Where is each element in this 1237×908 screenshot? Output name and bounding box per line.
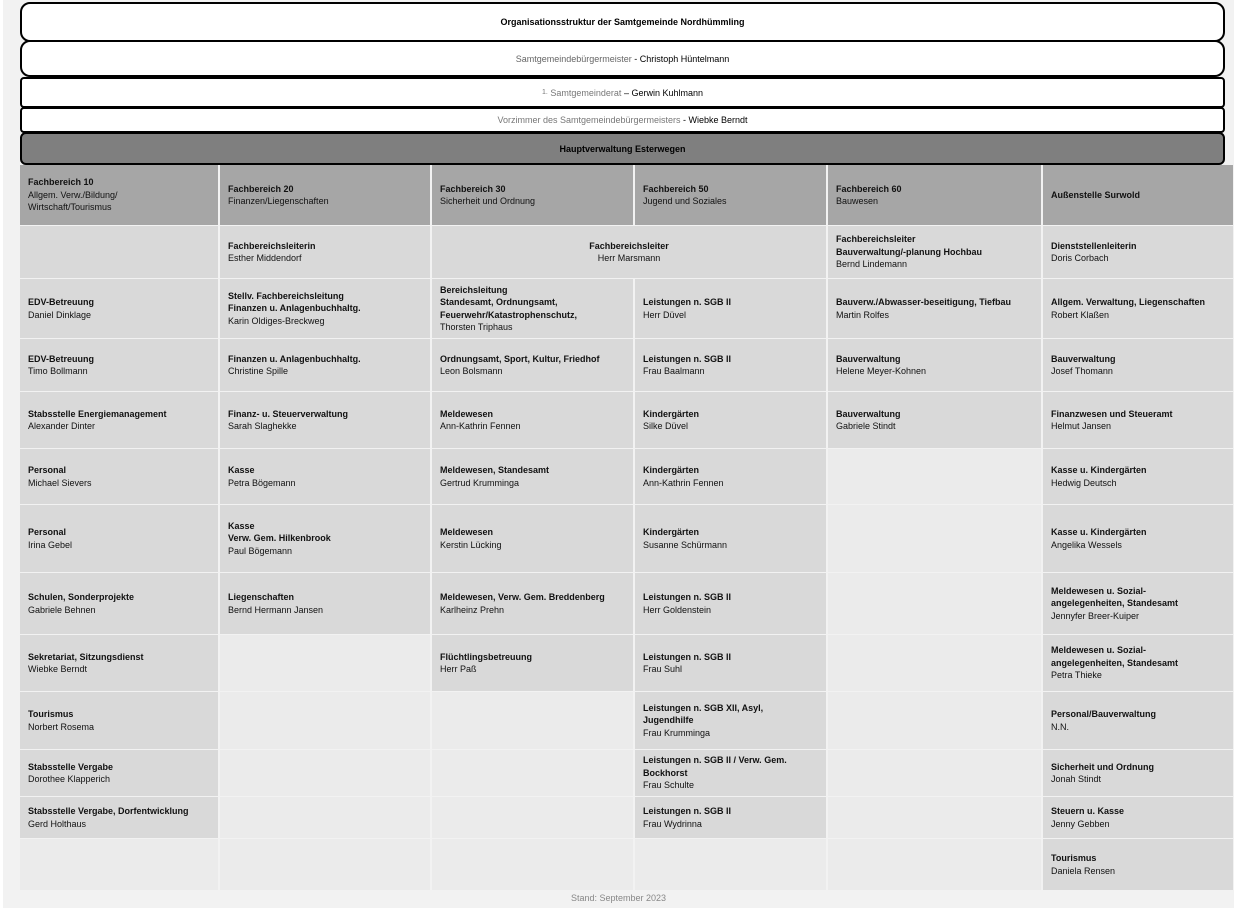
unit-title: Finanzen u. Anlagenbuchhaltg. — [228, 303, 361, 314]
org-unit-cell — [20, 692, 218, 749]
org-unit-cell — [20, 635, 218, 691]
org-unit-cell — [220, 505, 430, 572]
empty-cell — [828, 750, 1041, 796]
unit-person: N.N. — [1051, 721, 1069, 732]
mayor-box — [20, 40, 1225, 77]
unit-title: Fachbereich 60 — [836, 183, 902, 194]
unit-title: Bauverwaltung — [836, 408, 901, 419]
unit-person: Jennyfer Breer-Kuiper — [1051, 610, 1140, 621]
unit-title: Kasse u. Kindergärten — [1051, 527, 1147, 537]
org-unit-cell — [635, 449, 826, 504]
department-header — [1043, 165, 1233, 225]
unit-person: Gabriele Stindt — [836, 421, 896, 431]
org-unit-cell — [20, 573, 218, 634]
unit-person: Martin Rolfes — [836, 309, 890, 320]
unit-title: Sekretariat, Sitzungsdienst — [28, 651, 144, 662]
unit-title: Bauverw./Abwasser-beseitigung, Tiefbau — [836, 297, 1012, 307]
unit-person: Robert Klaßen — [1051, 309, 1110, 320]
unit-person: Jugend und Soziales — [643, 196, 727, 206]
org-unit-cell — [1043, 692, 1233, 749]
unit-person: Irina Gebel — [28, 539, 73, 550]
empty-cell — [828, 635, 1041, 691]
org-unit-cell — [432, 635, 633, 691]
org-unit-cell — [828, 339, 1041, 391]
unit-title: Bauverwaltung — [836, 353, 901, 364]
unit-title: Bockhorst — [643, 767, 688, 778]
unit-person: Jonah Stindt — [1051, 774, 1102, 784]
unit-person: Sicherheit und Ordnung — [440, 196, 536, 206]
unit-person: Herr Düvel — [643, 309, 687, 320]
unit-title: Standesamt, Ordnungsamt, — [440, 297, 558, 307]
unit-person: Helene Meyer-Kohnen — [836, 366, 927, 376]
unit-title: Bereichsleitung — [440, 284, 508, 295]
org-unit-cell — [1043, 839, 1233, 890]
unit-title: Flüchtlingsbetreuung — [440, 651, 532, 662]
unit-title: Leistungen n. SGB II — [643, 592, 732, 602]
unit-person: Sarah Slaghekke — [228, 421, 297, 431]
unit-title: Stellv. Fachbereichsleitung — [228, 290, 344, 301]
department-leader — [220, 226, 430, 278]
unit-title: Personal — [28, 465, 67, 475]
office-label: Vorzimmer des Samtgemeindebürgermeisters — [497, 115, 681, 125]
department-leader — [432, 226, 826, 278]
council-label: Samtgemeinderat — [550, 87, 622, 98]
org-unit-cell — [635, 750, 826, 796]
department-header — [220, 165, 430, 225]
main-administration-label: Hauptverwaltung Esterwegen — [559, 143, 686, 154]
unit-person: Frau Krumminga — [643, 727, 711, 738]
mayor-label: Samtgemeindebürgermeister — [515, 53, 632, 64]
department-leader — [828, 226, 1041, 278]
unit-title: Finanz- u. Steuerverwaltung — [228, 408, 349, 419]
unit-person: Esther Middendorf — [228, 253, 302, 263]
unit-person: Gabriele Behnen — [28, 604, 96, 615]
chart-title-box — [20, 2, 1225, 42]
unit-title: Bauverwaltung — [1051, 353, 1116, 364]
empty-cell — [220, 797, 430, 838]
main-administration-box — [20, 132, 1225, 165]
org-unit-cell — [635, 635, 826, 691]
org-unit-cell — [20, 392, 218, 448]
unit-title: Stabsstelle Energiemanagement — [28, 408, 167, 419]
unit-title: Kindergärten — [643, 408, 700, 419]
unit-title: Leistungen n. SGB II — [643, 806, 732, 816]
unit-person: Petra Thieke — [1051, 670, 1102, 681]
department-header — [432, 165, 633, 225]
unit-title: Fachbereichsleiterin — [228, 240, 316, 251]
org-unit-cell — [20, 339, 218, 391]
org-unit-cell — [432, 392, 633, 448]
department-grid — [20, 165, 1233, 890]
unit-title: Personal — [28, 527, 67, 537]
unit-title: Meldewesen u. Sozial- — [1051, 645, 1147, 656]
unit-person: Norbert Rosema — [28, 721, 95, 732]
council-name: – Gerwin Kuhlmann — [623, 87, 703, 98]
org-unit-cell — [432, 573, 633, 634]
department-leader — [1043, 226, 1233, 278]
unit-title: angelegenheiten, Standesamt — [1051, 657, 1179, 668]
unit-title: Ordnungsamt, Sport, Kultur, Friedhof — [440, 353, 600, 364]
empty-cell — [432, 839, 633, 890]
empty-cell — [828, 449, 1041, 504]
unit-title: Finanzen u. Anlagenbuchhaltg. — [228, 353, 361, 364]
empty-cell — [828, 573, 1041, 634]
unit-title: EDV-Betreuung — [28, 297, 95, 307]
org-unit-cell — [432, 279, 633, 338]
unit-title: Stabsstelle Vergabe, Dorfentwicklung — [28, 806, 189, 816]
unit-person: Karlheinz Prehn — [440, 604, 505, 615]
unit-title: Meldewesen u. Sozial- — [1051, 585, 1147, 596]
unit-person: Allgem. Verw./Bildung/ — [28, 189, 118, 200]
org-unit-cell — [1043, 750, 1233, 796]
unit-person: Ann-Kathrin Fennen — [643, 477, 724, 488]
unit-title: Stabsstelle Vergabe — [28, 761, 114, 772]
org-unit-cell — [1043, 573, 1233, 634]
unit-title: Tourismus — [1051, 853, 1097, 863]
unit-title: Liegenschaften — [228, 592, 295, 602]
unit-person: Doris Corbach — [1051, 253, 1109, 263]
unit-person: Christine Spille — [228, 366, 289, 376]
department-header — [20, 165, 218, 225]
unit-person: Frau Baalmann — [643, 366, 705, 376]
unit-person: Thorsten Triphaus — [440, 322, 513, 332]
unit-person: Daniela Rensen — [1051, 865, 1116, 876]
org-unit-cell — [220, 279, 430, 338]
unit-person: Timo Bollmann — [28, 366, 88, 376]
org-unit-cell — [635, 339, 826, 391]
mayor-name: - Christoph Hüntelmann — [634, 53, 730, 64]
org-unit-cell — [220, 339, 430, 391]
org-unit-cell — [1043, 797, 1233, 838]
empty-cell — [220, 635, 430, 691]
org-unit-cell — [635, 573, 826, 634]
unit-title: angelegenheiten, Standesamt — [1051, 598, 1179, 609]
empty-cell — [828, 692, 1041, 749]
org-unit-cell — [20, 797, 218, 838]
unit-person: Ann-Kathrin Fennen — [440, 421, 521, 431]
unit-person: Gerd Holthaus — [28, 818, 87, 829]
unit-title: Tourismus — [28, 709, 74, 719]
org-unit-cell — [20, 750, 218, 796]
unit-title: Fachbereichsleiter — [836, 234, 916, 245]
unit-title: Leistungen n. SGB II — [643, 651, 732, 662]
unit-person: Angelika Wessels — [1051, 539, 1122, 550]
unit-person: Frau Wydrinna — [643, 818, 702, 829]
unit-title: EDV-Betreuung — [28, 353, 95, 364]
unit-person: Dorothee Klapperich — [28, 774, 111, 784]
unit-title: Sicherheit und Ordnung — [1051, 761, 1154, 772]
org-unit-cell — [20, 449, 218, 504]
org-unit-cell — [828, 279, 1041, 338]
unit-title: Meldewesen — [440, 527, 494, 537]
unit-person: Silke Düvel — [643, 421, 689, 431]
unit-person: Gertrud Krumminga — [440, 477, 520, 488]
unit-person: Alexander Dinter — [28, 421, 96, 431]
unit-person: Herr Paß — [440, 664, 477, 674]
org-unit-cell — [828, 392, 1041, 448]
org-unit-cell — [432, 505, 633, 572]
unit-title: Kasse — [228, 465, 255, 475]
org-unit-cell — [220, 392, 430, 448]
unit-title: Bauverwaltung/-planung Hochbau — [836, 246, 983, 257]
unit-person: Paul Bögemann — [228, 545, 293, 556]
org-unit-cell — [432, 449, 633, 504]
org-unit-cell — [1043, 635, 1233, 691]
empty-cell — [20, 839, 218, 890]
org-unit-cell — [1043, 505, 1233, 572]
department-header — [635, 165, 826, 225]
unit-title: Kindergärten — [643, 465, 700, 475]
org-unit-cell — [20, 279, 218, 338]
unit-title: Fachbereich 20 — [228, 183, 294, 194]
unit-title: Feuerwehr/Katastrophenschutz, — [440, 309, 578, 320]
unit-title: Personal/Bauverwaltung — [1051, 709, 1157, 719]
empty-cell — [432, 692, 633, 749]
unit-person: Bernd Hermann Jansen — [228, 604, 324, 615]
unit-title: Meldewesen, Verw. Gem. Breddenberg — [440, 592, 605, 602]
org-unit-cell — [1043, 392, 1233, 448]
org-unit-cell — [1043, 449, 1233, 504]
unit-person: Josef Thomann — [1051, 366, 1113, 376]
department-header — [828, 165, 1041, 225]
office-name: - Wiebke Berndt — [683, 115, 748, 125]
unit-person: Helmut Jansen — [1051, 421, 1112, 431]
org-unit-cell — [635, 392, 826, 448]
empty-cell — [432, 797, 633, 838]
unit-title: Verw. Gem. Hilkenbrook — [228, 533, 331, 544]
org-unit-cell — [432, 339, 633, 391]
unit-person: Herr Marsmann — [597, 253, 661, 263]
unit-title: Außenstelle Surwold — [1051, 189, 1141, 200]
empty-cell — [828, 505, 1041, 572]
unit-person: Bernd Lindemann — [836, 259, 908, 270]
unit-title: Fachbereich 10 — [28, 177, 94, 188]
unit-person: Leon Bolsmann — [440, 366, 503, 376]
office-box — [20, 107, 1225, 133]
unit-person: Frau Suhl — [643, 664, 683, 674]
unit-title: Meldewesen — [440, 408, 494, 419]
unit-title: Fachbereich 50 — [643, 183, 709, 194]
unit-person: Daniel Dinklage — [28, 309, 92, 320]
footer-date: Stand: September 2023 — [570, 893, 667, 903]
unit-person: Susanne Schürmann — [643, 539, 728, 550]
unit-person: Wirtschaft/Tourismus — [28, 202, 112, 213]
org-unit-cell — [635, 692, 826, 749]
unit-person: Karin Oldiges-Breckweg — [228, 315, 325, 326]
unit-person: Frau Schulte — [643, 780, 695, 791]
org-unit-cell — [220, 449, 430, 504]
unit-person: Michael Sievers — [28, 477, 92, 488]
org-unit-cell — [220, 573, 430, 634]
unit-person: Jenny Gebben — [1051, 818, 1110, 829]
unit-person: Kerstin Lücking — [440, 539, 502, 550]
unit-person: Herr Goldenstein — [643, 604, 712, 615]
org-unit-cell — [635, 279, 826, 338]
empty-cell — [220, 839, 430, 890]
unit-person: Hedwig Deutsch — [1051, 477, 1117, 488]
unit-title: Kindergärten — [643, 527, 700, 537]
org-unit-cell — [635, 505, 826, 572]
empty-cell — [20, 226, 218, 278]
empty-cell — [635, 839, 826, 890]
unit-title: Fachbereich 30 — [440, 183, 506, 194]
unit-title: Meldewesen, Standesamt — [440, 465, 550, 475]
empty-cell — [828, 797, 1041, 838]
org-unit-cell — [1043, 339, 1233, 391]
unit-title: Leistungen n. SGB II — [643, 353, 732, 364]
unit-title: Finanzwesen und Steueramt — [1051, 408, 1173, 419]
unit-title: Dienststellenleiterin — [1051, 240, 1137, 251]
unit-person: Bauwesen — [836, 196, 879, 206]
org-unit-cell — [635, 797, 826, 838]
unit-title: Kasse u. Kindergärten — [1051, 465, 1147, 475]
empty-cell — [220, 750, 430, 796]
unit-person: Finanzen/Liegenschaften — [228, 196, 329, 206]
unit-title: Allgem. Verwaltung, Liegenschaften — [1051, 297, 1206, 307]
empty-cell — [220, 692, 430, 749]
unit-title: Jugendhilfe — [643, 715, 694, 726]
unit-title: Leistungen n. SGB XII, Asyl, — [643, 702, 764, 713]
empty-cell — [432, 750, 633, 796]
unit-title: Schulen, Sonderprojekte — [28, 592, 135, 602]
unit-person: Petra Bögemann — [228, 477, 296, 488]
unit-title: Leistungen n. SGB II / Verw. Gem. — [643, 755, 787, 766]
unit-title: Steuern u. Kasse — [1051, 806, 1125, 816]
unit-title: Fachbereichsleiter — [589, 240, 669, 251]
unit-person: Wiebke Berndt — [28, 664, 88, 674]
council-box — [20, 77, 1225, 108]
unit-title: Leistungen n. SGB II — [643, 297, 732, 307]
council-prefix: 1. — [542, 89, 548, 96]
org-unit-cell — [1043, 279, 1233, 338]
unit-title: Kasse — [228, 520, 255, 531]
empty-cell — [828, 839, 1041, 890]
chart-title: Organisationsstruktur der Samtgemeinde Nordhümmling — [500, 17, 745, 27]
org-unit-cell — [20, 505, 218, 572]
